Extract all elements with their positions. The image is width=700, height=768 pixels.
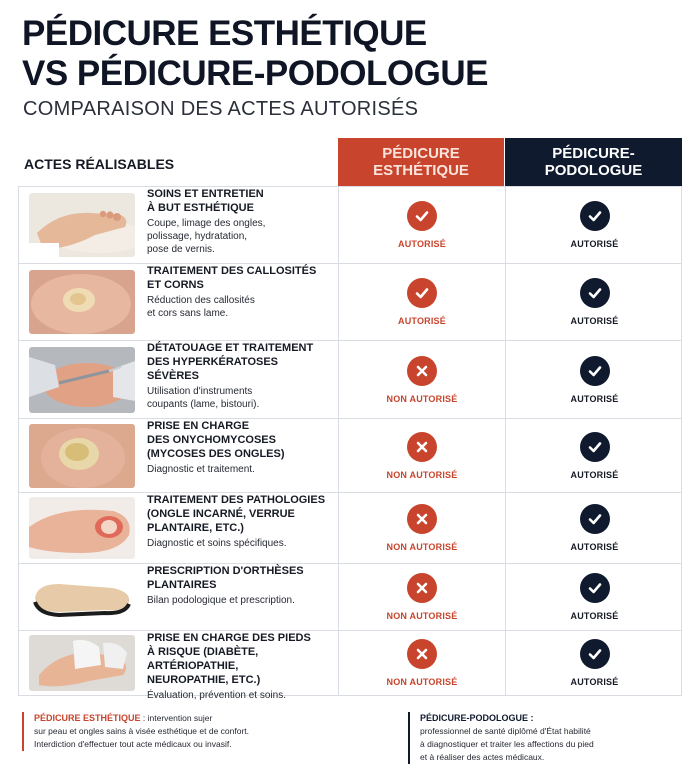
- status-cell-podologue: [506, 419, 683, 492]
- status-label: AUTORISÉ: [570, 239, 619, 249]
- nail-fungus-photo: [29, 424, 135, 488]
- title-line-1: PÉDICURE ESTHÉTIQUE: [22, 14, 427, 53]
- act-description: Réduction des callosités et cors sans lame.: [147, 295, 255, 319]
- table-row: [19, 563, 681, 630]
- status-label: AUTORISÉ: [570, 542, 619, 552]
- act-text: [147, 631, 331, 702]
- act-text: [147, 341, 331, 411]
- status-cell-podologue: [506, 564, 683, 630]
- cross-icon: [407, 356, 437, 386]
- footer-left-title: PÉDICURE ESTHÉTIQUE: [34, 713, 141, 723]
- footer-note-podologue: [408, 712, 680, 764]
- status-cell-podologue: [506, 264, 683, 340]
- status-cell-esthetique: [339, 493, 505, 563]
- act-description: Diagnostic et soins spécifiques.: [147, 538, 287, 549]
- table-row: [19, 340, 681, 418]
- column-header-acts: ACTES RÉALISABLES: [24, 156, 175, 172]
- status-cell-podologue: [506, 341, 683, 418]
- act-title: PRISE EN CHARGE DES ONYCHOMYCOSES (MYCOSES DES ONGLES): [147, 420, 285, 460]
- check-icon: [580, 432, 610, 462]
- footer-left-inline: : intervention sujer: [142, 713, 213, 723]
- status-cell-esthetique: [339, 187, 505, 263]
- check-icon: [580, 504, 610, 534]
- table-row: [19, 186, 681, 263]
- status-label: AUTORISÉ: [570, 469, 619, 480]
- status-cell-podologue: [506, 631, 683, 695]
- check-icon: [407, 201, 437, 231]
- act-title: TRAITEMENT DES CALLOSITÉS ET CORNS: [147, 265, 317, 291]
- status-label: AUTORISÉ: [570, 611, 619, 621]
- status-label: AUTORISÉ: [398, 239, 446, 249]
- status-cell-podologue: [506, 493, 683, 563]
- callus-photo: [29, 270, 135, 334]
- column-header-podologue: PÉDICURE- PODOLOGUE: [505, 138, 682, 186]
- table-header: [18, 138, 682, 186]
- status-label: NON AUTORISÉ: [386, 542, 458, 552]
- cross-icon: [407, 504, 437, 534]
- act-text: [147, 264, 331, 320]
- act-title: PRISE EN CHARGE DES PIEDS À RISQUE (DIABÈTE, ARTÉRIOPATHIE, NEUROPATHIE, ETC.): [147, 632, 311, 686]
- column-header-esthetique: PÉDICURE ESTHÉTIQUE: [338, 138, 504, 186]
- check-icon: [407, 278, 437, 308]
- status-cell-esthetique: [339, 564, 505, 630]
- table-body: [18, 186, 682, 701]
- comparison-table: [18, 138, 682, 701]
- act-description: Bilan podologique et prescription.: [147, 595, 295, 606]
- footer-note-esthetique: [22, 712, 334, 751]
- act-title: SOINS ET ENTRETIEN À BUT ESTHÉTIQUE: [147, 188, 264, 214]
- orthotic-insole-photo: [29, 572, 135, 622]
- foot-spa-photo: [29, 193, 135, 257]
- act-title: DÉTATOUAGE ET TRAITEMENT DES HYPERKÉRATOSES SÉVÈRES: [147, 342, 314, 382]
- status-label: AUTORISÉ: [570, 393, 619, 404]
- status-label: NON AUTORISÉ: [386, 393, 458, 404]
- act-text: [147, 187, 331, 256]
- act-description: Utilisation d'instruments coupants (lame, bistouri).: [147, 386, 260, 410]
- act-description: Coupe, limage des ongles, polissage, hydratation, pose de vernis.: [147, 218, 266, 255]
- status-cell-esthetique: [339, 631, 505, 695]
- table-row: [19, 630, 681, 701]
- ingrown-nail-photo: [29, 497, 135, 559]
- table-row: [19, 418, 681, 492]
- title-line-2: VS PÉDICURE-PODOLOGUE: [22, 54, 488, 93]
- check-icon: [580, 573, 610, 603]
- foot-exam-photo: [29, 635, 135, 691]
- act-text: [147, 419, 331, 476]
- act-description: Évaluation, prévention et soins.: [147, 690, 286, 701]
- table-row: [19, 492, 681, 563]
- act-title: PRESCRIPTION D'ORTHÈSES PLANTAIRES: [147, 565, 304, 591]
- check-icon: [580, 639, 610, 669]
- status-cell-esthetique: [339, 419, 505, 492]
- status-cell-podologue: [506, 187, 683, 263]
- footer-left-text: sur peau et ongles sains à visée esthétique et de confort. Interdiction d'effectuer tout acte médicaux ou invasif.: [34, 726, 249, 749]
- check-icon: [580, 356, 610, 386]
- status-label: NON AUTORISÉ: [386, 677, 458, 687]
- table-row: [19, 263, 681, 340]
- cross-icon: [407, 432, 437, 462]
- status-cell-esthetique: [339, 341, 505, 418]
- status-label: AUTORISÉ: [398, 316, 446, 326]
- cross-icon: [407, 639, 437, 669]
- status-label: NON AUTORISÉ: [386, 611, 458, 621]
- status-label: AUTORISÉ: [570, 316, 619, 326]
- status-cell-esthetique: [339, 264, 505, 340]
- check-icon: [580, 201, 610, 231]
- page-title: [22, 14, 488, 94]
- act-text: [147, 564, 331, 607]
- scalpel-treatment-photo: [29, 347, 135, 413]
- status-label: NON AUTORISÉ: [386, 469, 458, 480]
- cross-icon: [407, 573, 437, 603]
- footer-right-text: professionnel de santé diplômé d'État habilité à diagnostiquer et traiter les affections du pied et à réaliser des actes médicaux.: [420, 726, 594, 762]
- footer-right-title: PÉDICURE-PODOLOGUE :: [420, 713, 534, 723]
- check-icon: [580, 278, 610, 308]
- status-label: AUTORISÉ: [570, 677, 619, 687]
- act-title: TRAITEMENT DES PATHOLOGIES (ONGLE INCARNÉ, VERRUE PLANTAIRE, ETC.): [147, 494, 326, 534]
- act-description: Diagnostic et traitement.: [147, 464, 255, 475]
- page-subtitle: COMPARAISON DES ACTES AUTORISÉS: [23, 98, 419, 120]
- act-text: [147, 493, 331, 550]
